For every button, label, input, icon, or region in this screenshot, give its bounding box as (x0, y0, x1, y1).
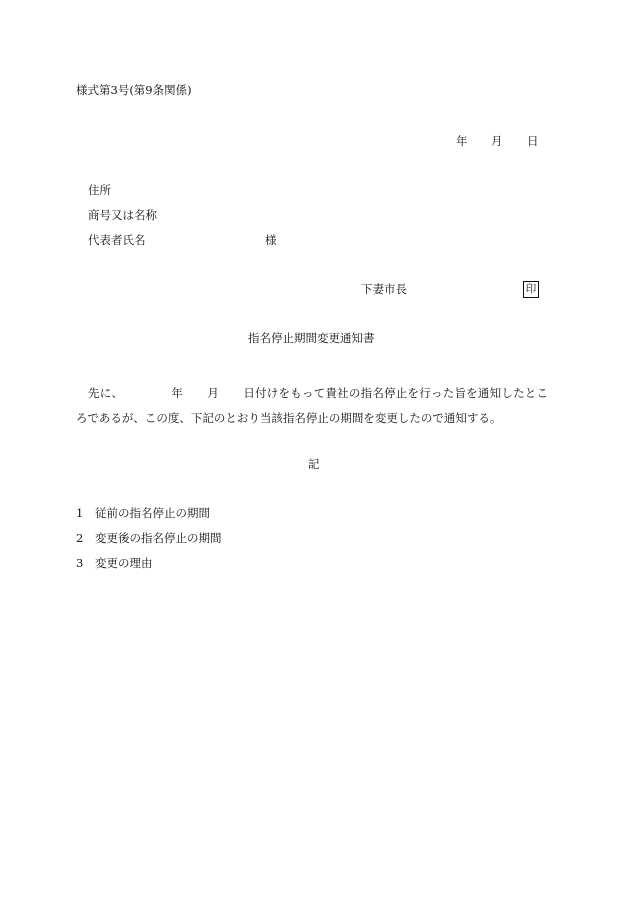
item-number-1: 1 (76, 506, 84, 520)
date-day: 日 (527, 134, 539, 148)
body-month: 月 (207, 386, 220, 400)
recipient-company-label: 商号又は名称 (88, 208, 157, 222)
form-label: 様式第3号(第9条関係) (76, 83, 192, 97)
seal-mark: 印 (523, 281, 539, 298)
item-number-3: 3 (76, 556, 84, 570)
body-text: 日付けをもって貴社の指名停止を行った旨を通知したところであるが、この度、下記のとおり当該指名停止の期間を変更したので通知する。 (76, 386, 549, 425)
item-number-2: 2 (76, 531, 84, 545)
item-label-1: 従前の指名停止の期間 (95, 506, 210, 520)
body-lead: 先に、 (88, 386, 124, 400)
recipient-address-label: 住所 (88, 183, 111, 197)
ki-heading: 記 (308, 457, 320, 471)
date-month: 月 (491, 134, 503, 148)
document-title: 指名停止期間変更通知書 (248, 331, 375, 345)
item-label-2: 変更後の指名停止の期間 (95, 531, 222, 545)
body-year: 年 (171, 386, 184, 400)
sender-title: 下妻市長 (361, 282, 407, 296)
recipient-honorific: 様 (265, 233, 277, 247)
date-year: 年 (456, 134, 468, 148)
recipient-representative-label: 代表者氏名 (88, 233, 146, 247)
item-label-3: 変更の理由 (95, 556, 153, 570)
body-paragraph (76, 381, 548, 431)
